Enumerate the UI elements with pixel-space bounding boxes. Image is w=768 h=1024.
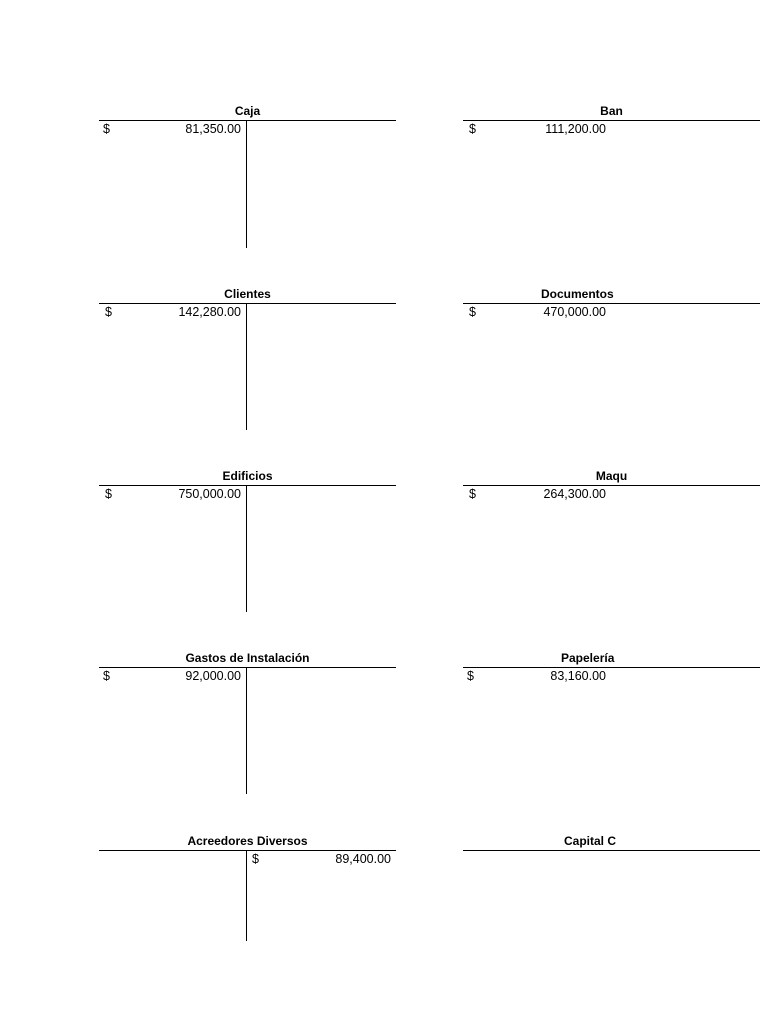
debit-currency: $ <box>467 669 474 683</box>
debit-amount: 83,160.00 <box>550 669 606 683</box>
account-top-line <box>99 667 396 668</box>
account-title: Papelería <box>561 651 615 665</box>
account-center-line <box>246 667 247 794</box>
account-title: Ban <box>600 104 623 118</box>
account-title: Acreedores Diversos <box>187 834 308 848</box>
debit-currency: $ <box>469 487 476 501</box>
debit-currency: $ <box>103 122 110 136</box>
account-title: Maqu <box>595 469 628 483</box>
account-top-line <box>99 850 396 851</box>
account-center-line <box>246 120 247 248</box>
account-top-line <box>463 850 760 851</box>
debit-amount: 92,000.00 <box>185 669 241 683</box>
account-center-line <box>246 850 247 941</box>
debit-currency: $ <box>103 669 110 683</box>
debit-amount: 264,300.00 <box>543 487 606 501</box>
account-top-line <box>463 667 760 668</box>
account-title: Documentos <box>541 287 614 301</box>
account-title: Clientes <box>224 287 271 301</box>
debit-currency: $ <box>105 305 112 319</box>
account-top-line <box>463 485 760 486</box>
account-top-line <box>99 485 396 486</box>
account-title: Edificios <box>222 469 273 483</box>
account-center-line <box>246 303 247 430</box>
account-title: Gastos de Instalación <box>185 651 310 665</box>
account-title: Capital C <box>564 834 617 848</box>
debit-amount: 111,200.00 <box>545 122 606 136</box>
debit-amount: 470,000.00 <box>543 305 606 319</box>
credit-amount: 89,400.00 <box>335 852 391 866</box>
account-top-line <box>99 120 396 121</box>
account-title: Caja <box>234 104 261 118</box>
debit-amount: 750,000.00 <box>178 487 241 501</box>
account-top-line <box>463 303 760 304</box>
debit-currency: $ <box>469 122 476 136</box>
account-top-line <box>99 303 396 304</box>
debit-amount: 142,280.00 <box>178 305 241 319</box>
debit-currency: $ <box>469 305 476 319</box>
debit-amount: 81,350.00 <box>185 122 241 136</box>
account-center-line <box>246 485 247 612</box>
account-top-line <box>463 120 760 121</box>
debit-currency: $ <box>105 487 112 501</box>
credit-currency: $ <box>252 852 259 866</box>
